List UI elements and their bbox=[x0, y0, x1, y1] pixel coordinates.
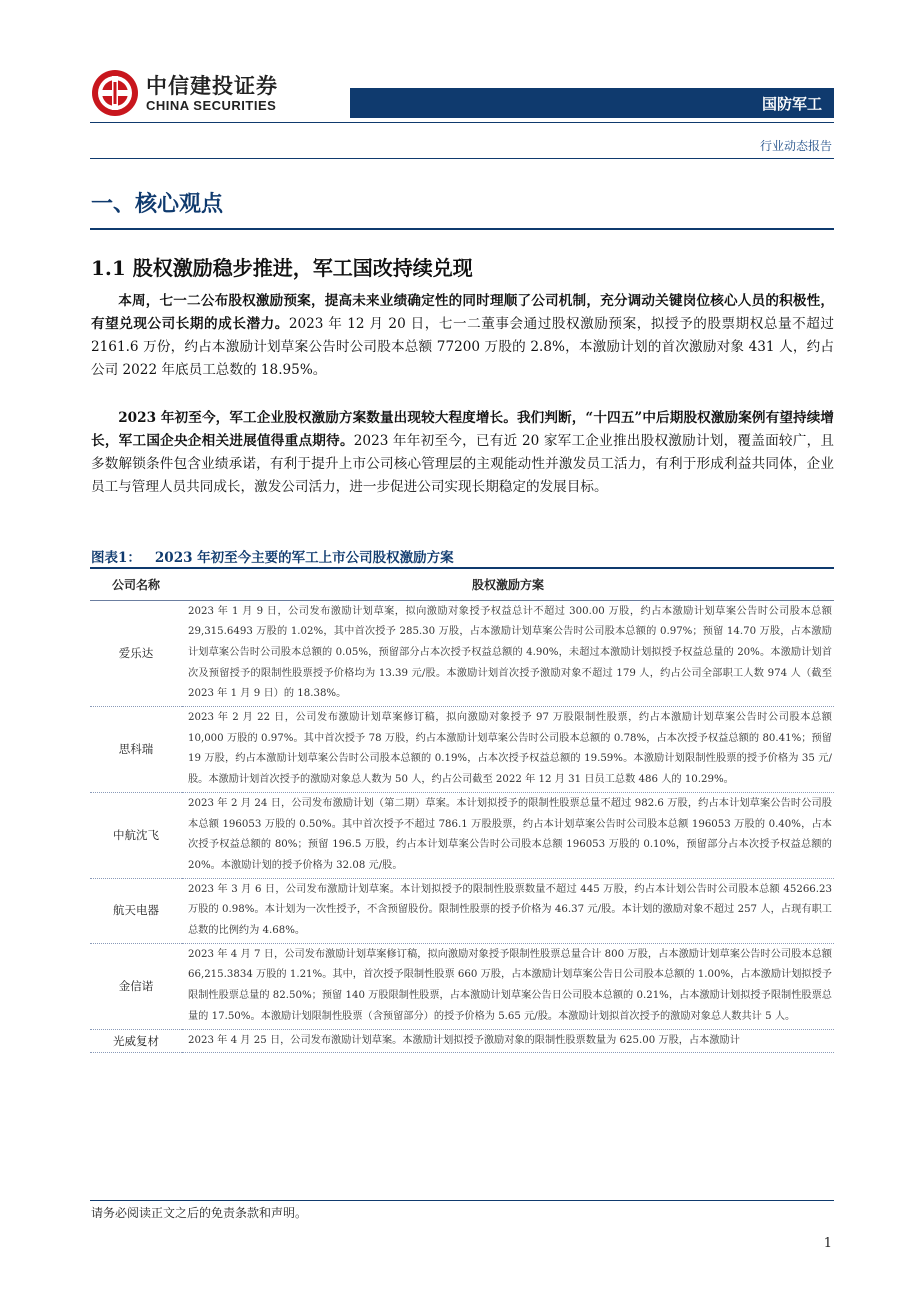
column-header-company: 公司名称 bbox=[90, 569, 182, 600]
brand-name-cn: 中信建投证券 bbox=[146, 74, 278, 98]
page-number: 1 bbox=[823, 1236, 832, 1251]
equity-incentive-table bbox=[90, 569, 834, 1053]
column-header-plan: 股权激励方案 bbox=[182, 569, 834, 600]
paragraph-2-body: 2023 年年初至今，已有近 20 家军工企业推出股权激励计划，覆盖面较广，且多数解锁条件包含业绩承诺，有利于提升上市公司核心管理层的主观能动性并激发员工活力，有利于形成利益共同体，企业员工与管理人员共同成长，激发公司活力，进一步促进公司实现长期稳定的发展目标。 bbox=[91, 433, 835, 495]
disclaimer-text: 请务必阅读正文之后的免责条款和声明。 bbox=[91, 1206, 308, 1220]
plan-text: 2023 年 4 月 25 日，公司发布激励计划草案。本激励计划拟授予激励对象的限制性股票数量为 625.00 万股，占本激励计 bbox=[182, 1029, 834, 1053]
plan-text: 2023 年 1 月 9 日，公司发布激励计划草案，拟向激励对象授予权益总计不超过 300.00 万股，约占本激励计划草案公告时公司股本总额 29,315.6493 万股的 1.02%，其中首次授予 285.30 万股，占本激励计划草案公告时公司股本总额的 0.97%；预留 14.70 万股，占本激励计划草案公告时公司股本总额的 0.05%，预留部分占本次授予权益总额的 4.90%，未超过本激励计划拟授予权益总量的 20%。本激励计划首次及预留授予的限制性股票授予价格均为 13.39 元/股。本激励计划首次授予激励对象不超过 179 人，约占公司全部职工人数 974 人（截至 2023 年 1 月 9 日）的 18.38%。 bbox=[182, 600, 834, 707]
plan-text: 2023 年 4 月 7 日，公司发布激励计划草案修订稿，拟向激励对象授予限制性股票总量合计 800 万股，占本激励计划草案公告时公司股本总额 66,215.3834 万股的 1.21%。其中，首次授予限制性股票 660 万股，占本激励计划草案公告日公司股本总额的 1.00%，占本激励计划拟授予限制性股票总量的 82.50%；预留 140 万股限制性股票，占本激励计划草案公告日公司股本总额的 0.21%，占本激励计划拟授予限制性股票总量的 17.50%。本激励计划限制性股票（含预留部分）的授予价格为 5.65 元/股。本激励计划拟首次授予的激励对象总人数共计 5 人。 bbox=[182, 943, 834, 1029]
company-name: 光威复材 bbox=[90, 1029, 182, 1053]
table-row bbox=[90, 878, 834, 943]
subsection-title: 1.1 股权激励稳步推进，军工国改持续兑现 bbox=[91, 256, 473, 280]
paragraph-1-lead: 本周，七一二公布股权激励预案，提高未来业绩确定性的同时理顺了公司机制，充分调动关键岗位核心人员的积极性，有望兑现公司长期的成长潜力。 bbox=[91, 293, 834, 332]
footer-divider bbox=[90, 1200, 834, 1201]
table-caption-label: 图表1： bbox=[91, 550, 141, 566]
plan-text: 2023 年 3 月 6 日，公司发布激励计划草案。本计划拟授予的限制性股票数量不超过 445 万股，约占本计划公告时公司股本总额 45266.23 万股的 0.98%。本计划为一次性授予，不含预留股份。限制性股票的授予价格为 46.37 元/股。本计划的激励对象不超过 257 人，占现有职工总数的比例约为 4.68%。 bbox=[182, 878, 834, 943]
plan-text: 2023 年 2 月 22 日，公司发布激励计划草案修订稿，拟向激励对象授予 97 万股限制性股票，约占本激励计划草案公告时公司股本总额 10,000 万股的 0.97%。其中首次授予 78 万股，约占本激励计划草案公告时公司股本总额的 0.78%，占本次授予权益总额的 80.41%；预留 19 万股，约占本激励计划草案公告时公司股本总额的 0.19%，占本次授予权益总额的 19.59%。本激励计划限制性股票的授予价格为 35 元/股。本激励计划首次授予的激励对象总人数为 50 人，约占公司截至 2022 年 12 月 31 日员工总数 486 人的 10.29%。 bbox=[182, 707, 834, 793]
paragraph-2-lead: 2023 年初至今，军工企业股权激励方案数量出现较大程度增长。我们判断，“十四五”中后期股权激励案例有望持续增长，军工国企央企相关进展值得重点期待。 bbox=[91, 410, 834, 449]
table-row bbox=[90, 707, 834, 793]
section-title: 一、核心观点 bbox=[91, 192, 224, 217]
plan-text: 2023 年 2 月 24 日，公司发布激励计划（第二期）草案。本计划拟授予的限制性股票总量不超过 982.6 万股，约占本计划草案公告时公司股本总额 196053 万股的 0.50%。其中首次授予不超过 786.1 万股股票，约占本计划草案公告时公司股本总额 196053 万股的 0.40%，占本次授予权益总额的 80%；预留 196.5 万股，约占本计划草案公告时公司股本总额 196053 万股的 0.10%，预留部分占本次授予权益总额的 20%。本激励计划的授予价格为 32.08 元/股。 bbox=[182, 792, 834, 878]
table-row bbox=[90, 943, 834, 1029]
table-header-row bbox=[90, 569, 834, 600]
table-row bbox=[90, 792, 834, 878]
brand-name-en: CHINA SECURITIES bbox=[146, 98, 277, 113]
company-name: 金信诺 bbox=[90, 943, 182, 1029]
company-name: 爱乐达 bbox=[90, 600, 182, 707]
company-name: 中航沈飞 bbox=[90, 792, 182, 878]
company-name: 思科瑞 bbox=[90, 707, 182, 793]
table-caption-title: 2023 年初至今主要的军工上市公司股权激励方案 bbox=[154, 550, 454, 566]
table-row bbox=[90, 600, 834, 707]
sector-label: 国防军工 bbox=[761, 95, 822, 113]
company-name: 航天电器 bbox=[90, 878, 182, 943]
report-type: 行业动态报告 bbox=[759, 139, 832, 153]
paragraph-1-body: 2023 年 12 月 20 日，七一二董事会通过股权激励预案，拟授予的股票期权总量不超过 2161.6 万份，约占本激励计划草案公告时公司股本总额 77200 万股的 2.8%，本激励计划的首次激励对象 431 人，约占公司 2022 年底员工总数的 18.95%。 bbox=[91, 316, 834, 378]
table-row bbox=[90, 1029, 834, 1053]
